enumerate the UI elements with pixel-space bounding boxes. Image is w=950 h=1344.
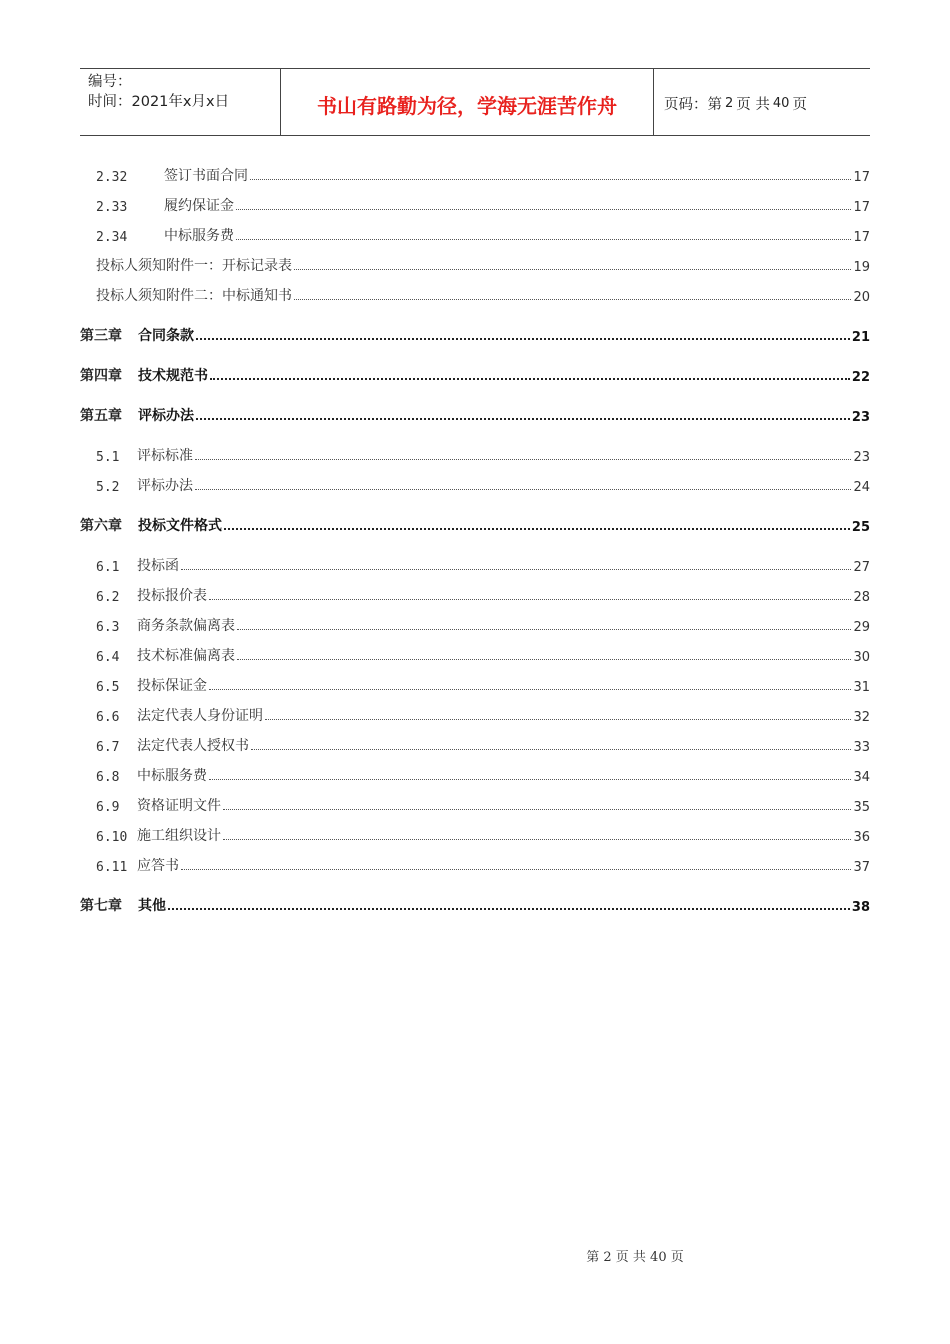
serial-label: 编号： [88,74,132,90]
toc-page-number: 37 [853,860,870,875]
toc-dot-leader [195,488,851,490]
toc-title: 评标办法 [138,408,194,424]
toc-entry[interactable] [80,283,870,305]
toc-entry[interactable] [80,323,870,345]
toc-section-number: 6.7 [96,740,120,755]
toc-entry[interactable] [80,193,870,215]
toc-entry[interactable] [80,673,870,695]
page-footer: 第 2 页 共 40 页 [586,1250,684,1265]
toc-dot-leader [223,838,851,840]
toc-title: 技术规范书 [138,368,208,384]
toc-page-number: 17 [853,170,870,185]
toc-title: 施工组织设计 [137,828,221,844]
toc-dot-leader [236,238,851,240]
toc-entry[interactable] [80,703,870,725]
toc-chapter-number: 第五章 [80,408,122,424]
toc-page-number: 28 [853,590,870,605]
toc-page-number: 38 [851,900,870,915]
toc-entry[interactable] [80,793,870,815]
toc-entry[interactable] [80,613,870,635]
toc-section-number: 2.33 [96,200,128,215]
page-current: 2 [725,96,734,111]
toc-title: 投标报价表 [137,588,207,604]
toc-dot-leader [168,907,850,910]
toc-title: 投标函 [137,558,179,574]
page-mid: 页 共 [736,97,770,113]
toc-title: 履约保证金 [164,198,234,214]
toc-entry[interactable] [80,893,870,915]
toc-section-number: 2.34 [96,230,128,245]
toc-title: 商务条款偏离表 [137,618,235,634]
toc-dot-leader [250,178,851,180]
toc-entry[interactable] [80,443,870,465]
toc-entry[interactable] [80,583,870,605]
toc-page-number: 32 [853,710,870,725]
toc-section-number: 6.5 [96,680,120,695]
toc-entry[interactable] [80,763,870,785]
toc-title: 应答书 [137,858,179,874]
toc-title: 其他 [138,898,166,914]
time-label: 时间：2021年x月x日 [88,94,230,110]
toc-title: 投标保证金 [137,678,207,694]
toc-section-number: 6.11 [96,860,128,875]
toc-entry[interactable] [80,163,870,185]
toc-dot-leader [196,337,850,340]
header-page-info [654,69,870,135]
toc-page-number: 23 [853,450,870,465]
toc-title: 投标人须知附件二：中标通知书 [96,288,292,304]
toc-entry[interactable] [80,513,870,535]
toc-entry[interactable] [80,223,870,245]
toc-dot-leader [195,458,851,460]
toc-chapter-number: 第四章 [80,368,122,384]
toc-entry[interactable] [80,733,870,755]
toc-page-number: 29 [853,620,870,635]
page-suffix: 页 [792,97,807,113]
toc-page-number: 30 [853,650,870,665]
toc-dot-leader [265,718,851,720]
toc-dot-leader [236,208,851,210]
toc-page-number: 33 [853,740,870,755]
toc-dot-leader [223,808,851,810]
toc-title: 中标服务费 [137,768,207,784]
header-meta [80,69,281,135]
toc-section-number: 6.2 [96,590,120,605]
toc-page-number: 27 [853,560,870,575]
toc-title: 合同条款 [138,328,194,344]
toc-entry[interactable] [80,643,870,665]
document-header [80,68,870,136]
toc-entry[interactable] [80,823,870,845]
toc-page-number: 17 [853,200,870,215]
toc-section-number: 6.1 [96,560,120,575]
toc-page-number: 31 [853,680,870,695]
toc-page-number: 19 [853,260,870,275]
toc-section-number: 6.4 [96,650,120,665]
toc-page-number: 17 [853,230,870,245]
toc-chapter-number: 第三章 [80,328,122,344]
toc-dot-leader [224,527,850,530]
toc-chapter-number: 第七章 [80,898,122,914]
toc-title: 技术标准偏离表 [137,648,235,664]
toc-page-number: 35 [853,800,870,815]
toc-section-number: 6.9 [96,800,120,815]
page-prefix: 页码：第 [664,97,722,113]
toc-dot-leader [237,658,851,660]
toc-section-number: 5.2 [96,480,120,495]
toc-entry[interactable] [80,473,870,495]
toc-section-number: 5.1 [96,450,120,465]
toc-title: 资格证明文件 [137,798,221,814]
toc-entry[interactable] [80,853,870,875]
toc-section-number: 6.6 [96,710,120,725]
toc-dot-leader [181,568,851,570]
toc-entry[interactable] [80,253,870,275]
toc-entry[interactable] [80,363,870,385]
toc-page-number: 24 [853,480,870,495]
toc-title: 签订书面合同 [164,168,248,184]
toc-title: 投标人须知附件一：开标记录表 [96,258,292,274]
toc-page-number: 36 [853,830,870,845]
toc-dot-leader [209,778,851,780]
toc-dot-leader [251,748,851,750]
toc-page-number: 23 [851,410,870,425]
toc-page-number: 20 [853,290,870,305]
toc-page-number: 22 [851,370,870,385]
toc-dot-leader [294,268,851,270]
toc-chapter-number: 第六章 [80,518,122,534]
header-motto: 书山有路勤为径，学海无涯苦作舟 [281,69,654,135]
toc-dot-leader [209,598,851,600]
toc-dot-leader [294,298,851,300]
toc-page-number: 21 [851,330,870,345]
toc-title: 评标办法 [137,478,193,494]
toc-page-number: 34 [853,770,870,785]
toc-dot-leader [209,688,851,690]
toc-dot-leader [181,868,851,870]
toc-dot-leader [210,377,850,380]
toc-entry[interactable] [80,553,870,575]
toc-section-number: 2.32 [96,170,128,185]
toc-section-number: 6.3 [96,620,120,635]
toc-entry[interactable] [80,403,870,425]
toc-title: 法定代表人身份证明 [137,708,263,724]
toc-title: 中标服务费 [164,228,234,244]
toc-dot-leader [237,628,851,630]
toc-page-number: 25 [851,520,870,535]
page-total: 40 [772,96,790,111]
toc-title: 投标文件格式 [138,518,222,534]
toc-dot-leader [196,417,850,420]
toc-section-number: 6.10 [96,830,128,845]
toc-title: 评标标准 [137,448,193,464]
toc-title: 法定代表人授权书 [137,738,249,754]
toc-section-number: 6.8 [96,770,120,785]
